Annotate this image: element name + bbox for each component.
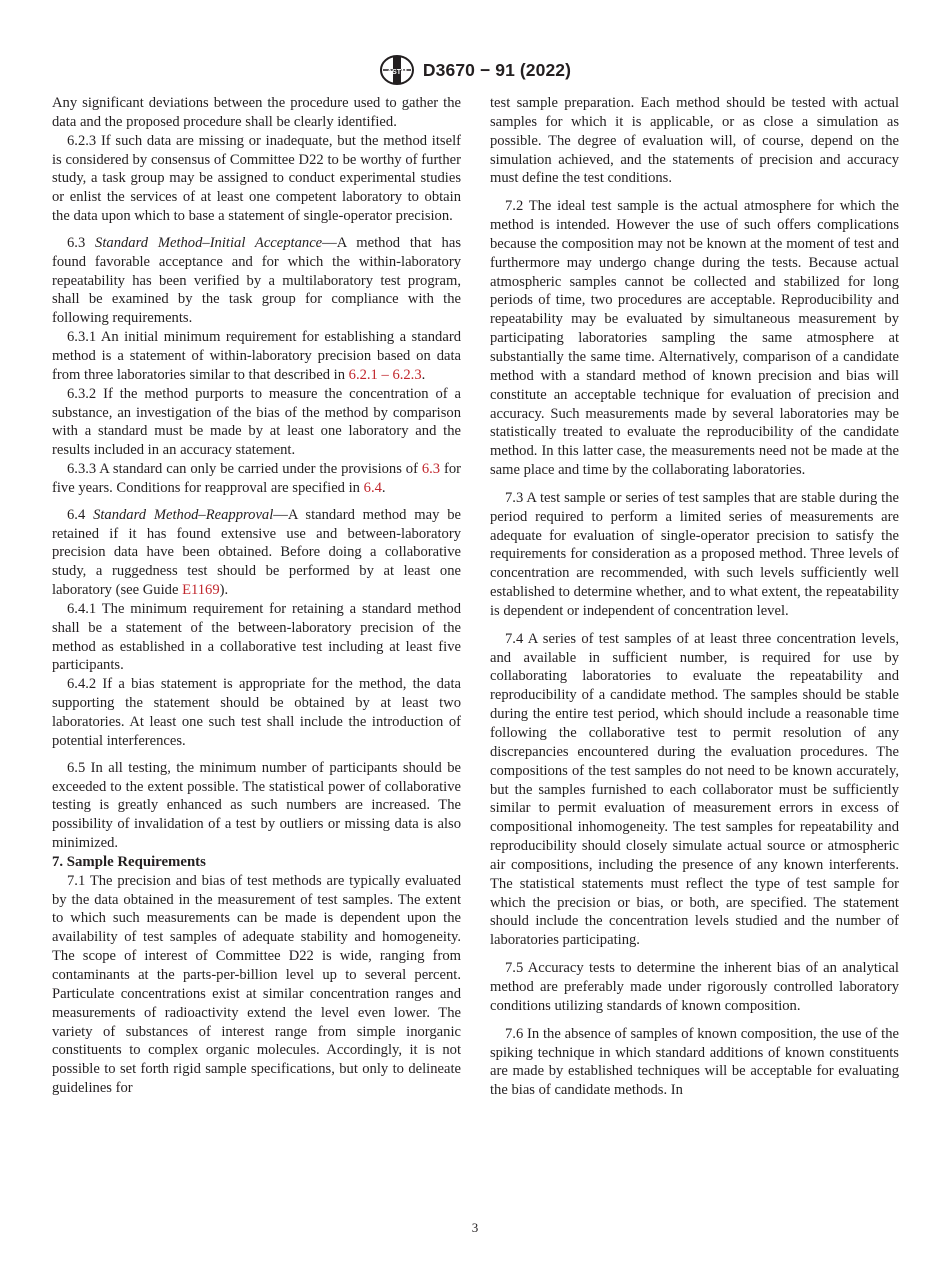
paragraph-7-4: 7.4 A series of test samples of at least three concentration levels, and available in sufficient number, is required for use by collaborating laboratories to evaluate the repeatability and reproducibility of a candidate method. The samples should be stable during the entire test period, which should include a reasonable time following the collaborative test to permit resolution of any discrepancies encountered during the evaluation procedures. The compositions of the test samples do not need to be known accurately, but the samples furnished to each collaborator must be sufficiently similar to permit evaluation of measurement errors in excess of compositional inhomogeneity. The test samples for repeatability and reproducibility should closely simulate actual source or atmospheric air compositions, including the presence of any known interferents. The statistical statements must reflect the type of test sample for which the precision or bias, or both, are specified. The statement should include the concentration levels studied and the number of laboratories participating.: [490, 630, 899, 949]
paragraph-6-2-3: 6.2.3 If such data are missing or inadequate, but the method itself is considered by consensus of Committee D22 to be worthy of further study, a task group may be assigned to conduct experimental studies or enlist the services of at least one competent laboratory to obtain the data upon which to base a statement of single-operator precision.: [52, 132, 461, 225]
logo-text: ASTM: [387, 69, 407, 76]
xref-e1169[interactable]: E1169: [182, 582, 220, 599]
paragraph-6-3-2: 6.3.2 If the method purports to measure the concentration of a substance, an investigation of the bias of the method by comparison with a standard must be made by at least one laboratory and the results included in an accuracy statement.: [52, 385, 461, 459]
page-number: 3: [471, 1220, 479, 1235]
astm-logo-icon: [379, 55, 415, 85]
paragraph-7-5: 7.5 Accuracy tests to determine the inherent bias of an analytical method are preferably made under rigorously controlled laboratory conditions utilizing standards of known composition.: [490, 960, 899, 1014]
paragraph-6-4-2: 6.4.2 If a bias statement is appropriate for the method, the data supporting the statement should be obtained by at least two laboratories. At least one such test shall include the introduction of potential interferences.: [52, 676, 461, 749]
section-heading-7: 7. Sample Requirements: [52, 853, 206, 870]
paragraph-continuation-right: test sample preparation. Each method should be tested with actual samples for which it is applicable, or as close a simulation as possible. The degree of evaluation will, of course, depend on the simulation achieved, and the statements of precision and accuracy must define the test conditions.: [490, 95, 899, 187]
paragraph-7-1: 7.1 The precision and bias of test methods are typically evaluated by the data obtained in the measurement of test samples. The extent to which such measurements can be made is dependent upon the availability of test samples of adequate stability and homogeneity. The scope of interest of Committee D22 is wide, ranging from contaminants at the parts-per-billion level up to several percent. Particulate concentrations exist at similar concentration ranges and measurements of radioactivity extend the level even lower. The variety of substances of interest range from simple inorganic constituents to complex organic molecules. Accordingly, it is not possible to set forth rigid sample specifications, but only to delineate guidelines for: [52, 872, 461, 1097]
paragraph-7-3: 7.3 A test sample or series of test samples that are stable during the period required to perform a limited series of measurements are adequate for evaluation of single-operator precision to satisfy the requirements for consideration as a proposed method. Three levels of concentration are recommended, with such levels sufficiently well established to determine whether, and to what extent, the repeatability is dependent or independent of concentration level.: [490, 489, 899, 619]
xref-6-2-1-6-2-3[interactable]: 6.2.1 – 6.2.3: [348, 366, 422, 383]
xref-6-3[interactable]: 6.3: [421, 461, 441, 478]
section-title-reapproval: Standard Method–Reapproval: [93, 506, 274, 523]
paragraph-6-4: 6.4 Standard Method–Reapproval—A standard method may be retained if it has found extensive use and between-laboratory precision data have been obtained. Before doing a collaborative study, a ruggedness test should be performed by at least one laboratory (see Guide E1169).: [52, 506, 461, 599]
paragraph-6-5: 6.5 In all testing, the minimum number of participants should be exceeded to the extent possible. The statistical power of collaborative testing is greatly enhanced as such numbers are increased. The possibility of invalidation of a test by outliers or missing data is also minimized.: [52, 759, 461, 852]
document-designation: D3670 − 91 (2022): [422, 59, 572, 80]
paragraph-6-4-1: 6.4.1 The minimum requirement for retaining a standard method shall be a statement of the between-laboratory precision of the method as established in a collaborative test including at least five participants.: [52, 600, 461, 674]
paragraph-7-2: 7.2 The ideal test sample is the actual atmosphere for which the method is intended. However the use of such offers complications because the composition may not be known at the moment of test and furthermore may undergo change during the tests. Because actual atmospheric samples cannot be collected and stabilized for long periods of time, two procedures are acceptable. Reproducibility and repeatability may be evaluated by simultaneous measurement by participating laboratories sampling the same atmosphere at substantially the same time. Alternatively, comparison of a candidate method with a standard method of known precision and bias will constitute an acceptable technique for evaluation of precision and accuracy. Such measurements made by several laboratories may be statistically treated to evaluate the reproducibility of the candidate method. In this latter case, the measurements need not be made at the same place and time by the collaborating laboratories.: [490, 198, 899, 479]
left-column: [52, 94, 461, 1098]
paragraph-6-3-3: 6.3.3 A standard can only be carried under the provisions of 6.3 for five years. Conditions for reapproval are specified in 6.4.: [52, 461, 461, 496]
right-column: [490, 94, 899, 1100]
paragraph-6-3: 6.3 Standard Method–Initial Acceptance—A method that has found favorable acceptance and for which the within-laboratory repeatability has been verified by a multilaboratory test program, shall be examined by the task group for compliance with the following requirements.: [52, 234, 461, 327]
xref-6-4[interactable]: 6.4: [363, 479, 382, 496]
paragraph-7-6: 7.6 In the absence of samples of known composition, the use of the spiking technique in which standard additions of known constituents are made by established techniques will be acceptable for evaluating the bias of candidate methods. In: [490, 1025, 899, 1099]
paragraph-continuation: Any significant deviations between the procedure used to gather the data and the proposed procedure shall be clearly identified.: [52, 95, 461, 130]
section-title-initial-acceptance: Standard Method–Initial Acceptance: [95, 234, 323, 251]
page-header: [0, 55, 950, 85]
paragraph-6-3-1: 6.3.1 An initial minimum requirement for establishing a standard method is a statement of within-laboratory precision based on data from three laboratories similar to that described in 6.2.1 – 6.2.3.: [52, 329, 461, 383]
